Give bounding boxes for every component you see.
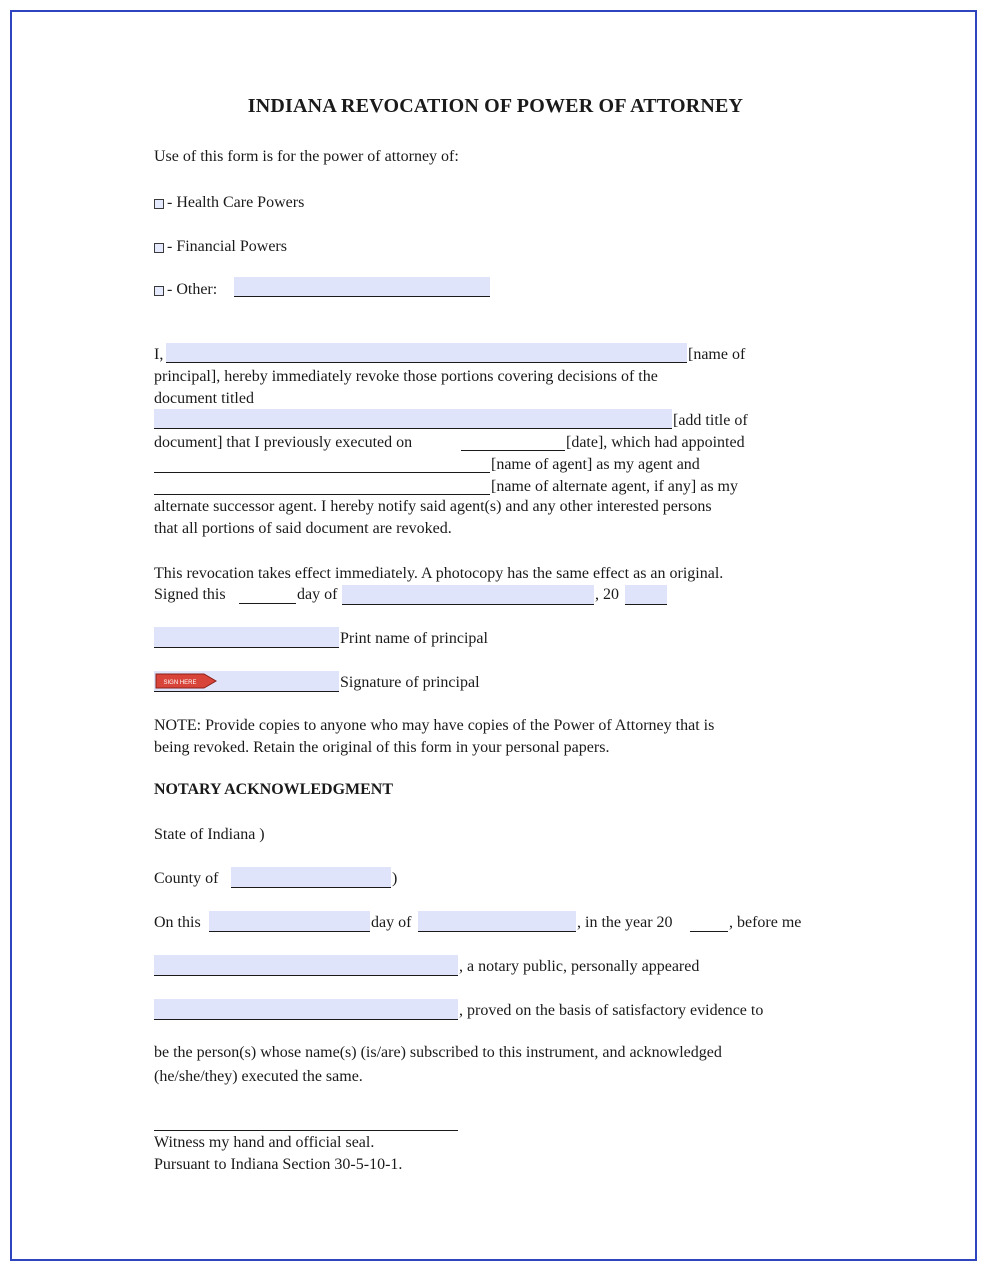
document-title: INDIANA REVOCATION OF POWER OF ATTORNEY [247, 95, 744, 117]
notary-day-field[interactable] [209, 911, 370, 932]
execution-date-field[interactable] [461, 450, 565, 451]
body-line-2: principal], hereby immediately revoke those portions covering decisions of the [154, 368, 658, 385]
signed-year-prefix: , 20 [595, 586, 619, 603]
print-name-field[interactable] [154, 627, 339, 648]
notary-year-label: , in the year 20 [577, 914, 673, 931]
financial-label: - Financial Powers [167, 238, 287, 255]
signed-day-field[interactable] [239, 603, 296, 604]
notary-person-line-1: be the person(s) whose name(s) (is/are) subscribed to this instrument, and acknowledged [154, 1044, 722, 1061]
notary-year-field[interactable] [690, 931, 728, 932]
appearing-person-field[interactable] [154, 999, 458, 1020]
signed-month-field[interactable] [342, 585, 594, 605]
note-line-1: NOTE: Provide copies to anyone who may have copies of the Power of Attorney that is [154, 717, 715, 734]
sign-here-tag-icon [154, 672, 218, 690]
other-field[interactable] [234, 277, 490, 297]
body-line-9: that all portions of said document are revoked. [154, 520, 452, 537]
notary-county-close: ) [392, 870, 398, 887]
notary-public-label: , a notary public, personally appeared [459, 958, 700, 975]
health-care-checkbox[interactable] [154, 199, 164, 209]
body-line-5-start: document] that I previously executed on [154, 434, 413, 451]
signature-label: Signature of principal [340, 674, 480, 691]
body-line-1-start: I, [154, 346, 164, 363]
notary-state: State of Indiana ) [154, 826, 265, 843]
agent-name-field[interactable] [154, 472, 490, 473]
notary-day-of-label: day of [371, 914, 412, 931]
body-line-5-end: [date], which had appointed [566, 434, 745, 451]
other-label: - Other: [167, 281, 218, 298]
alternate-agent-field[interactable] [154, 494, 490, 495]
financial-checkbox[interactable] [154, 243, 164, 253]
body-line-1-end: [name of [688, 346, 746, 363]
signed-year-field[interactable] [625, 585, 667, 605]
notary-proved-label: , proved on the basis of satisfactory evidence to [459, 1002, 764, 1019]
body-line-4-end: [add title of [673, 412, 748, 429]
other-checkbox[interactable] [154, 286, 164, 296]
sign-here-tag-text: SIGN HERE [163, 680, 197, 686]
signed-this-label: Signed this [154, 586, 226, 603]
principal-name-field[interactable] [166, 343, 687, 363]
body-line-6-end: [name of agent] as my agent and [491, 456, 700, 473]
notary-county-label: County of [154, 870, 219, 887]
intro-text: Use of this form is for the power of attorney of: [154, 148, 459, 165]
notary-person-line-2: (he/she/they) executed the same. [154, 1068, 363, 1085]
notary-on-this-label: On this [154, 914, 201, 931]
body-line-7-end: [name of alternate agent, if any] as my [491, 478, 738, 495]
notary-signature-line[interactable] [154, 1130, 458, 1131]
print-name-label: Print name of principal [340, 630, 488, 647]
health-care-label: - Health Care Powers [167, 194, 305, 211]
notary-before-me: , before me [729, 914, 802, 931]
notary-county-field[interactable] [231, 867, 391, 888]
document-title-field[interactable] [154, 409, 672, 429]
body-line-3: document titled [154, 390, 254, 407]
notary-pursuant-text: Pursuant to Indiana Section 30-5-10-1. [154, 1156, 403, 1173]
signed-day-of-label: day of [297, 586, 338, 603]
notary-heading: NOTARY ACKNOWLEDGMENT [154, 781, 394, 798]
note-line-2: being revoked. Retain the original of this form in your personal papers. [154, 739, 610, 756]
effect-line: This revocation takes effect immediately. A photocopy has the same effect as an original. [154, 565, 724, 582]
notary-witness-text: Witness my hand and official seal. [154, 1134, 375, 1151]
body-line-8: alternate successor agent. I hereby notify said agent(s) and any other interested persons [154, 498, 712, 515]
notary-public-name-field[interactable] [154, 955, 458, 976]
notary-month-field[interactable] [418, 911, 576, 932]
